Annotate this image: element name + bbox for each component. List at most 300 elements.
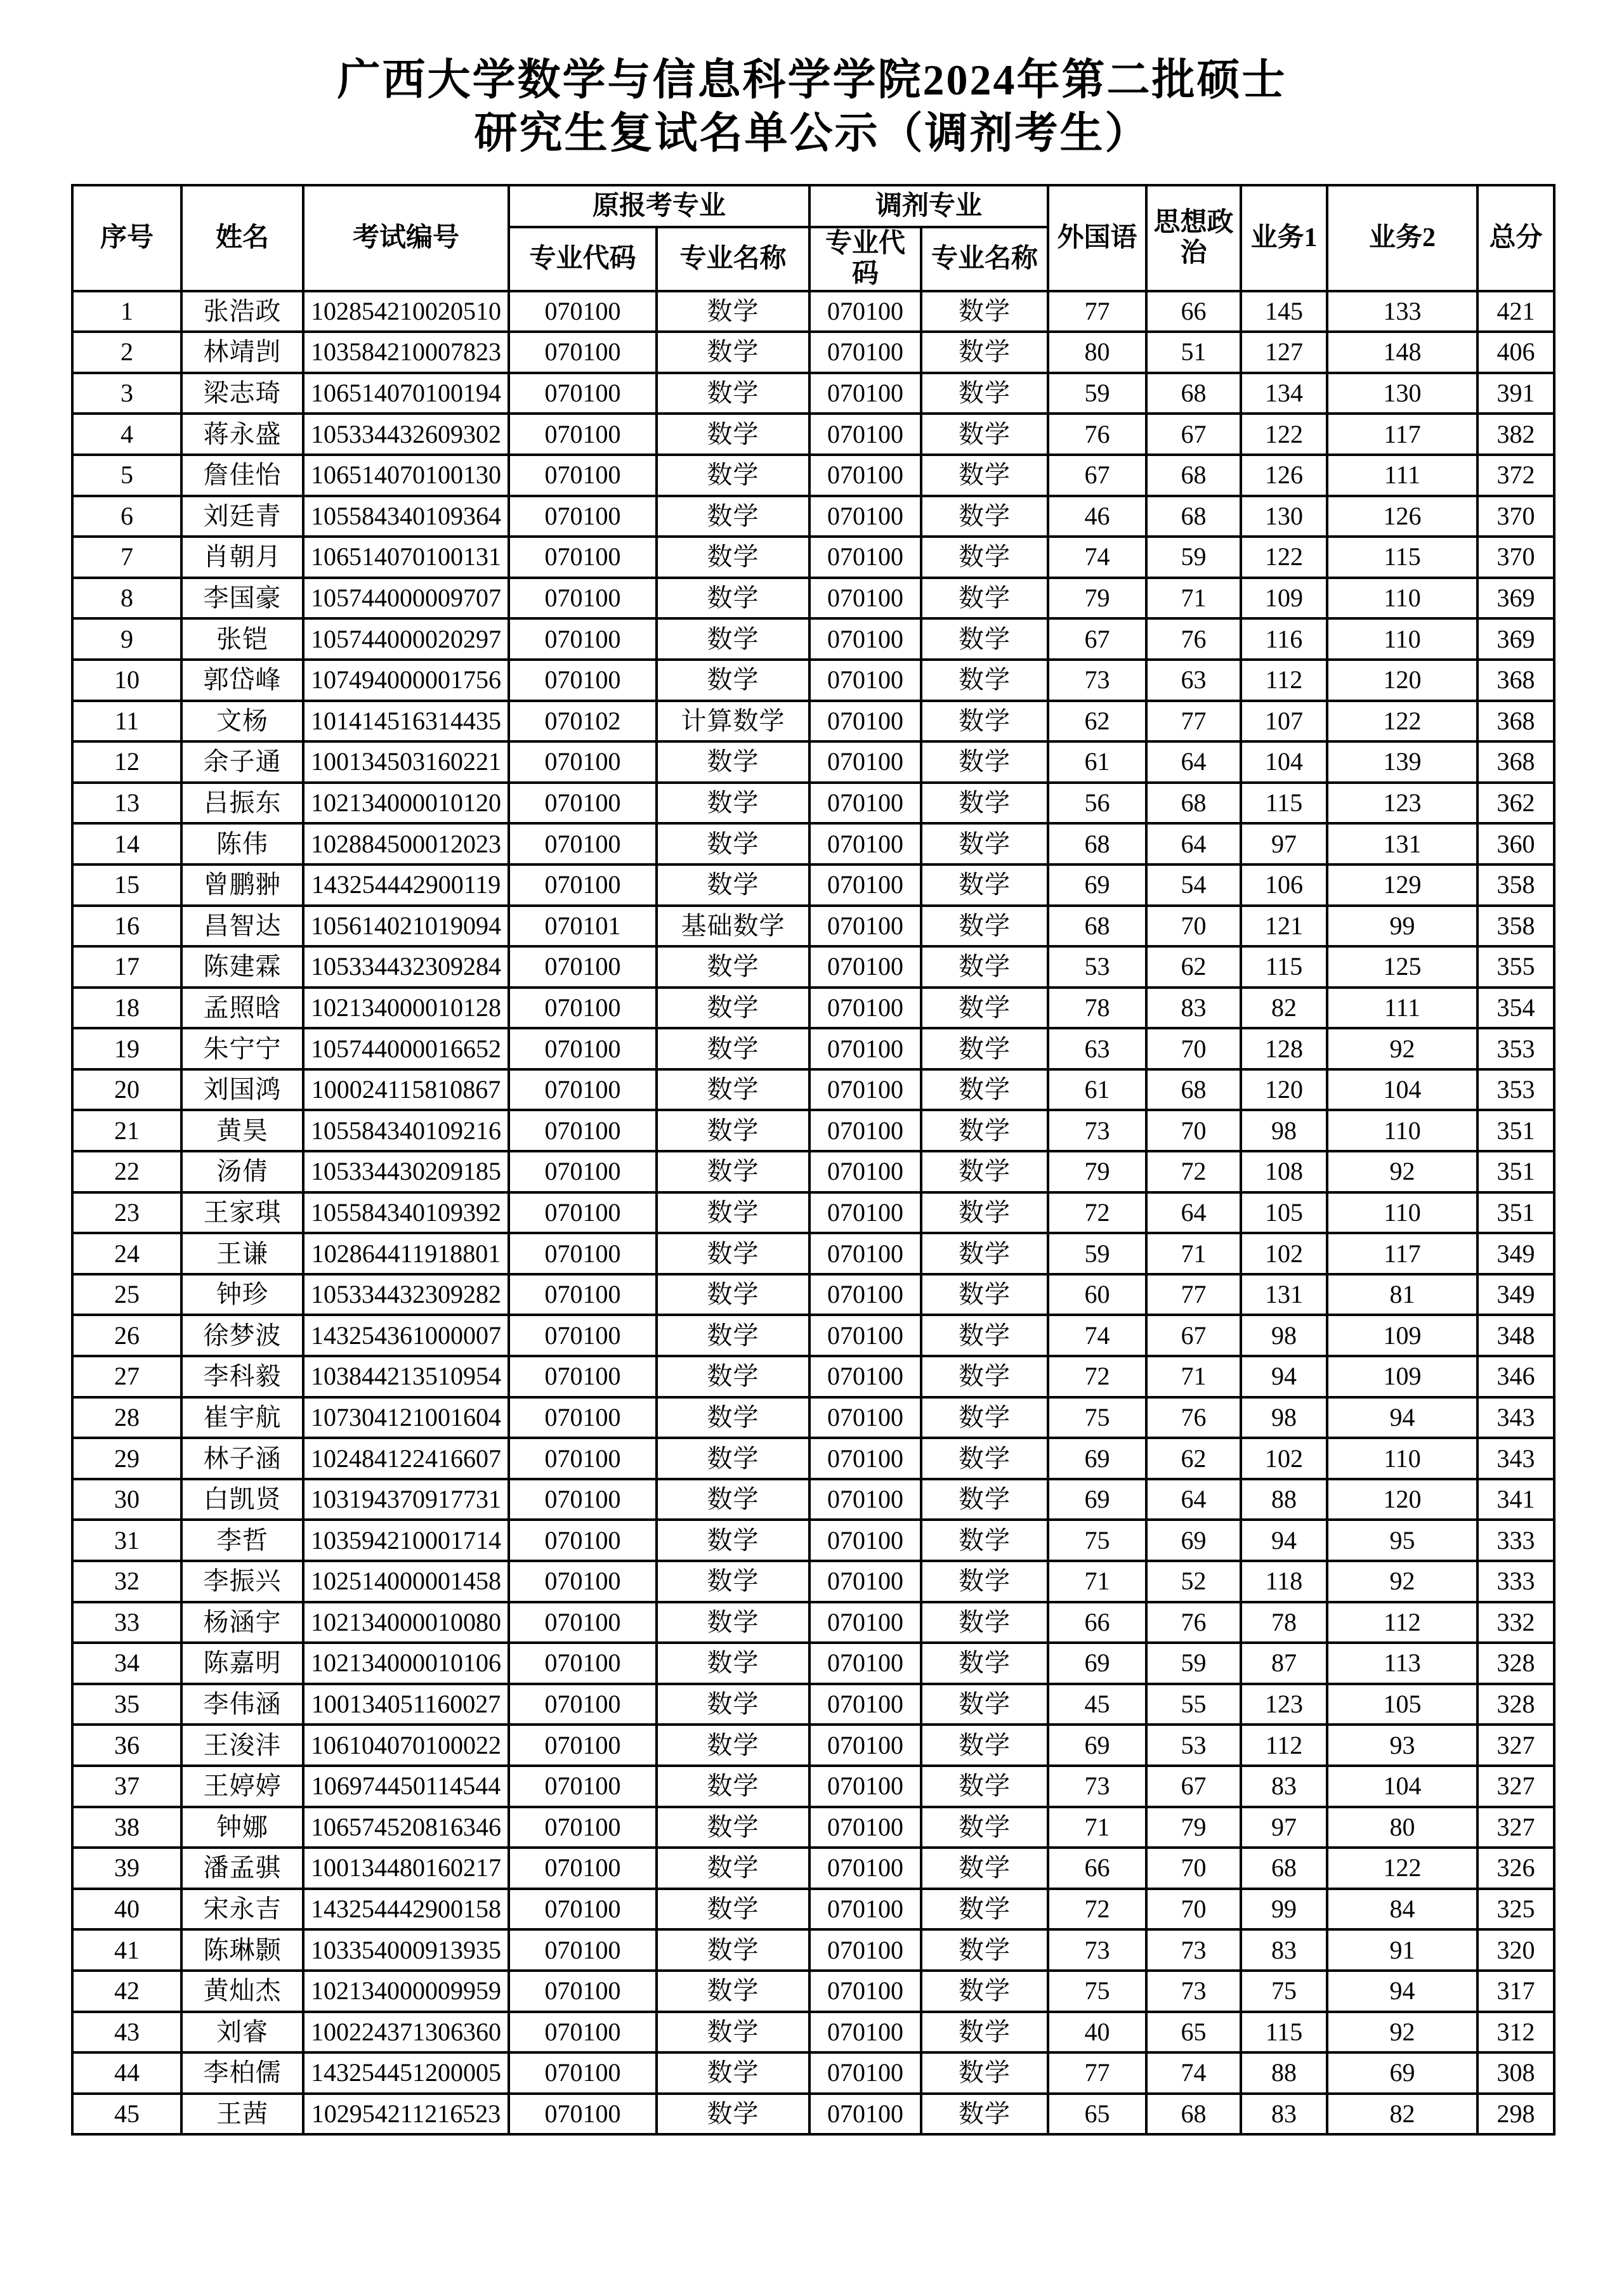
cell-no: 17 [72,946,181,988]
cell-orig_name: 数学 [657,1397,809,1438]
cell-adj_code: 070100 [809,455,921,496]
header-exam-no: 考试编号 [303,185,509,291]
cell-exam_no: 143254361000007 [303,1315,509,1356]
cell-politics: 76 [1146,1397,1241,1438]
cell-exam_no: 106514070100194 [303,373,509,414]
cell-politics: 71 [1146,578,1241,619]
cell-name: 郭岱峰 [181,660,303,701]
cell-adj_code: 070100 [809,291,921,332]
cell-business1: 97 [1241,1807,1327,1848]
cell-no: 36 [72,1725,181,1766]
cell-no: 1 [72,291,181,332]
cell-business2: 122 [1327,1848,1477,1889]
cell-foreign_lang: 69 [1048,1438,1146,1479]
cell-orig_name: 数学 [657,1971,809,2012]
cell-politics: 77 [1146,701,1241,742]
cell-exam_no: 105744000009707 [303,578,509,619]
cell-total: 369 [1477,578,1554,619]
cell-adj_code: 070100 [809,1602,921,1643]
cell-total: 349 [1477,1233,1554,1274]
cell-business1: 98 [1241,1315,1327,1356]
cell-business1: 107 [1241,701,1327,742]
cell-orig_code: 070100 [509,1069,657,1111]
cell-exam_no: 143254442900158 [303,1889,509,1930]
cell-no: 29 [72,1438,181,1479]
cell-orig_name: 计算数学 [657,701,809,742]
cell-business2: 95 [1327,1520,1477,1561]
cell-name: 李国豪 [181,578,303,619]
cell-adj_code: 070100 [809,906,921,947]
cell-name: 刘国鸿 [181,1069,303,1111]
cell-foreign_lang: 68 [1048,823,1146,864]
cell-no: 42 [72,1971,181,2012]
header-no: 序号 [72,185,181,291]
cell-foreign_lang: 61 [1048,1069,1146,1111]
cell-business1: 126 [1241,455,1327,496]
cell-orig_code: 070100 [509,1315,657,1356]
cell-no: 18 [72,988,181,1029]
cell-orig_code: 070100 [509,946,657,988]
cell-no: 9 [72,618,181,660]
cell-politics: 52 [1146,1561,1241,1602]
cell-name: 詹佳怡 [181,455,303,496]
cell-politics: 79 [1146,1807,1241,1848]
cell-no: 44 [72,2052,181,2094]
cell-foreign_lang: 75 [1048,1520,1146,1561]
cell-orig_name: 数学 [657,783,809,824]
cell-business1: 130 [1241,496,1327,537]
cell-orig_code: 070100 [509,1151,657,1192]
cell-exam_no: 102864411918801 [303,1233,509,1274]
table-row [72,1807,1554,1848]
cell-orig_code: 070100 [509,2052,657,2094]
cell-foreign_lang: 56 [1048,783,1146,824]
cell-politics: 67 [1146,1315,1241,1356]
cell-orig_name: 数学 [657,1807,809,1848]
cell-politics: 71 [1146,1233,1241,1274]
cell-orig_name: 数学 [657,414,809,455]
cell-politics: 68 [1146,373,1241,414]
cell-total: 328 [1477,1684,1554,1725]
cell-foreign_lang: 74 [1048,1315,1146,1356]
cell-adj_code: 070100 [809,946,921,988]
cell-exam_no: 102484122416607 [303,1438,509,1479]
cell-orig_name: 数学 [657,1151,809,1192]
cell-foreign_lang: 60 [1048,1274,1146,1315]
cell-business2: 110 [1327,618,1477,660]
cell-no: 34 [72,1643,181,1684]
cell-adj_name: 数学 [921,291,1048,332]
cell-business1: 106 [1241,864,1327,906]
cell-politics: 68 [1146,1069,1241,1111]
cell-business2: 82 [1327,2094,1477,2135]
cell-total: 349 [1477,1274,1554,1315]
cell-exam_no: 103194370917731 [303,1479,509,1520]
candidates-table [71,184,1555,2136]
cell-business2: 120 [1327,1479,1477,1520]
table-row [72,496,1554,537]
cell-adj_name: 数学 [921,1929,1048,1971]
cell-adj_name: 数学 [921,1274,1048,1315]
cell-orig_code: 070100 [509,332,657,373]
table-row [72,1069,1554,1111]
cell-politics: 65 [1146,2012,1241,2053]
cell-total: 368 [1477,660,1554,701]
cell-business2: 84 [1327,1889,1477,1930]
cell-no: 12 [72,741,181,783]
table-row [72,1725,1554,1766]
cell-orig_name: 数学 [657,455,809,496]
cell-politics: 72 [1146,1151,1241,1192]
cell-total: 320 [1477,1929,1554,1971]
cell-business1: 104 [1241,741,1327,783]
cell-total: 370 [1477,537,1554,578]
cell-politics: 74 [1146,2052,1241,2094]
cell-orig_code: 070100 [509,1438,657,1479]
cell-total: 341 [1477,1479,1554,1520]
cell-business2: 110 [1327,1110,1477,1151]
cell-exam_no: 143254442900119 [303,864,509,906]
cell-business1: 68 [1241,1848,1327,1889]
header-total: 总分 [1477,185,1554,291]
cell-name: 余子通 [181,741,303,783]
cell-orig_code: 070100 [509,1520,657,1561]
cell-total: 328 [1477,1643,1554,1684]
table-row [72,1151,1554,1192]
cell-name: 李科毅 [181,1356,303,1397]
cell-business1: 102 [1241,1438,1327,1479]
cell-adj_code: 070100 [809,1274,921,1315]
cell-politics: 68 [1146,783,1241,824]
cell-adj_code: 070100 [809,1929,921,1971]
cell-business1: 83 [1241,1766,1327,1807]
cell-business1: 82 [1241,988,1327,1029]
cell-adj_name: 数学 [921,578,1048,619]
cell-orig_name: 数学 [657,1315,809,1356]
cell-politics: 70 [1146,1848,1241,1889]
cell-orig_code: 070100 [509,1766,657,1807]
cell-orig_name: 数学 [657,988,809,1029]
cell-orig_code: 070100 [509,537,657,578]
cell-adj_code: 070100 [809,373,921,414]
cell-adj_code: 070100 [809,2012,921,2053]
cell-exam_no: 105584340109216 [303,1110,509,1151]
cell-orig_name: 数学 [657,741,809,783]
table-row [72,1192,1554,1234]
cell-total: 382 [1477,414,1554,455]
cell-orig_code: 070100 [509,1602,657,1643]
cell-politics: 59 [1146,537,1241,578]
cell-total: 391 [1477,373,1554,414]
table-row [72,414,1554,455]
cell-name: 肖朝月 [181,537,303,578]
cell-adj_name: 数学 [921,823,1048,864]
cell-foreign_lang: 77 [1048,291,1146,332]
cell-foreign_lang: 79 [1048,578,1146,619]
cell-adj_code: 070100 [809,1684,921,1725]
cell-foreign_lang: 69 [1048,864,1146,906]
table-row [72,701,1554,742]
cell-adj_name: 数学 [921,373,1048,414]
cell-exam_no: 105584340109392 [303,1192,509,1234]
cell-adj_name: 数学 [921,332,1048,373]
cell-orig_code: 070100 [509,1725,657,1766]
cell-orig_name: 数学 [657,1192,809,1234]
cell-exam_no: 105584340109364 [303,496,509,537]
cell-foreign_lang: 61 [1048,741,1146,783]
table-row [72,373,1554,414]
cell-exam_no: 106104070100022 [303,1725,509,1766]
cell-exam_no: 102134000010080 [303,1602,509,1643]
cell-orig_code: 070100 [509,1110,657,1151]
cell-no: 41 [72,1929,181,1971]
cell-adj_code: 070100 [809,2052,921,2094]
cell-business2: 126 [1327,496,1477,537]
cell-adj_code: 070100 [809,660,921,701]
cell-orig_name: 基础数学 [657,906,809,947]
cell-adj_name: 数学 [921,1479,1048,1520]
cell-adj_code: 070100 [809,2094,921,2135]
cell-business1: 94 [1241,1520,1327,1561]
cell-name: 张浩政 [181,291,303,332]
cell-adj_code: 070100 [809,1766,921,1807]
table-body [72,291,1554,2135]
cell-no: 22 [72,1151,181,1192]
cell-business1: 115 [1241,783,1327,824]
cell-orig_name: 数学 [657,1233,809,1274]
cell-name: 李振兴 [181,1561,303,1602]
cell-name: 刘睿 [181,2012,303,2053]
cell-total: 358 [1477,864,1554,906]
cell-orig_name: 数学 [657,1356,809,1397]
cell-name: 王浚沣 [181,1725,303,1766]
cell-business2: 80 [1327,1807,1477,1848]
cell-orig_name: 数学 [657,1766,809,1807]
cell-foreign_lang: 69 [1048,1479,1146,1520]
cell-adj_name: 数学 [921,701,1048,742]
title-line-2: 研究生复试名单公示（调剂考生） [474,109,1150,157]
cell-orig_code: 070100 [509,988,657,1029]
cell-politics: 59 [1146,1643,1241,1684]
cell-exam_no: 100024115810867 [303,1069,509,1111]
cell-orig_name: 数学 [657,332,809,373]
cell-orig_code: 070101 [509,906,657,947]
cell-politics: 66 [1146,291,1241,332]
cell-total: 327 [1477,1807,1554,1848]
cell-foreign_lang: 73 [1048,660,1146,701]
cell-name: 徐梦波 [181,1315,303,1356]
cell-business2: 94 [1327,1971,1477,2012]
cell-orig_name: 数学 [657,823,809,864]
cell-orig_name: 数学 [657,660,809,701]
cell-business1: 75 [1241,1971,1327,2012]
cell-orig_code: 070100 [509,823,657,864]
cell-adj_name: 数学 [921,1233,1048,1274]
cell-no: 7 [72,537,181,578]
cell-exam_no: 105744000020297 [303,618,509,660]
cell-total: 332 [1477,1602,1554,1643]
cell-business1: 134 [1241,373,1327,414]
cell-orig_name: 数学 [657,1274,809,1315]
table-row [72,332,1554,373]
cell-exam_no: 102854210020510 [303,291,509,332]
cell-name: 李伟涵 [181,1684,303,1725]
table-row [72,660,1554,701]
cell-business2: 92 [1327,1561,1477,1602]
cell-adj_name: 数学 [921,1397,1048,1438]
cell-exam_no: 100134503160221 [303,741,509,783]
cell-orig_name: 数学 [657,1069,809,1111]
cell-politics: 62 [1146,946,1241,988]
table-row [72,741,1554,783]
cell-exam_no: 143254451200005 [303,2052,509,2094]
cell-total: 368 [1477,701,1554,742]
title-line-1: 广西大学数学与信息科学学院2024年第二批硕士 [337,56,1287,104]
cell-business2: 148 [1327,332,1477,373]
cell-no: 20 [72,1069,181,1111]
cell-adj_code: 070100 [809,1315,921,1356]
table-row [72,783,1554,824]
cell-adj_name: 数学 [921,1684,1048,1725]
table-row [72,1315,1554,1356]
cell-adj_name: 数学 [921,618,1048,660]
cell-total: 370 [1477,496,1554,537]
cell-adj_code: 070100 [809,701,921,742]
cell-business1: 83 [1241,2094,1327,2135]
cell-adj_code: 070100 [809,1069,921,1111]
cell-business1: 88 [1241,1479,1327,1520]
table-row [72,864,1554,906]
header-adjusted-major-name: 专业名称 [921,227,1048,291]
cell-foreign_lang: 69 [1048,1725,1146,1766]
table-row [72,1274,1554,1315]
cell-politics: 63 [1146,660,1241,701]
cell-exam_no: 102134000010128 [303,988,509,1029]
cell-total: 362 [1477,783,1554,824]
cell-politics: 62 [1146,1438,1241,1479]
cell-business1: 122 [1241,537,1327,578]
cell-business1: 131 [1241,1274,1327,1315]
cell-name: 文杨 [181,701,303,742]
cell-orig_code: 070100 [509,578,657,619]
cell-exam_no: 103354000913935 [303,1929,509,1971]
header-business1: 业务1 [1241,185,1327,291]
cell-orig_code: 070100 [509,1684,657,1725]
cell-exam_no: 107304121001604 [303,1397,509,1438]
cell-orig_name: 数学 [657,618,809,660]
table-row [72,988,1554,1029]
cell-foreign_lang: 73 [1048,1766,1146,1807]
cell-adj_code: 070100 [809,823,921,864]
cell-exam_no: 102134000010120 [303,783,509,824]
cell-name: 陈建霖 [181,946,303,988]
cell-orig_name: 数学 [657,1438,809,1479]
cell-business2: 131 [1327,823,1477,864]
cell-adj_name: 数学 [921,2012,1048,2053]
cell-name: 潘孟骐 [181,1848,303,1889]
cell-adj_code: 070100 [809,1725,921,1766]
cell-foreign_lang: 79 [1048,1151,1146,1192]
table-row [72,823,1554,864]
cell-business1: 115 [1241,946,1327,988]
cell-adj_name: 数学 [921,414,1048,455]
cell-name: 王茜 [181,2094,303,2135]
cell-name: 黄灿杰 [181,1971,303,2012]
cell-orig_code: 070100 [509,1192,657,1234]
cell-exam_no: 100134051160027 [303,1684,509,1725]
cell-adj_name: 数学 [921,1069,1048,1111]
cell-business1: 105 [1241,1192,1327,1234]
cell-no: 3 [72,373,181,414]
cell-adj_name: 数学 [921,906,1048,947]
table-row [72,1479,1554,1520]
cell-adj_name: 数学 [921,1028,1048,1069]
cell-total: 372 [1477,455,1554,496]
cell-business2: 93 [1327,1725,1477,1766]
cell-business2: 110 [1327,1192,1477,1234]
cell-foreign_lang: 76 [1048,414,1146,455]
cell-orig_name: 数学 [657,946,809,988]
cell-orig_code: 070100 [509,1397,657,1438]
cell-total: 327 [1477,1725,1554,1766]
cell-foreign_lang: 59 [1048,1233,1146,1274]
cell-adj_name: 数学 [921,1438,1048,1479]
cell-adj_name: 数学 [921,1151,1048,1192]
cell-foreign_lang: 59 [1048,373,1146,414]
cell-adj_name: 数学 [921,1315,1048,1356]
cell-business1: 83 [1241,1929,1327,1971]
cell-foreign_lang: 78 [1048,988,1146,1029]
cell-adj_code: 070100 [809,578,921,619]
cell-adj_code: 070100 [809,1561,921,1602]
cell-orig_name: 数学 [657,1848,809,1889]
cell-total: 369 [1477,618,1554,660]
cell-business2: 112 [1327,1602,1477,1643]
cell-business2: 139 [1327,741,1477,783]
cell-orig_code: 070100 [509,660,657,701]
cell-no: 45 [72,2094,181,2135]
cell-business2: 92 [1327,2012,1477,2053]
cell-exam_no: 105614021019094 [303,906,509,947]
cell-politics: 83 [1146,988,1241,1029]
cell-total: 348 [1477,1315,1554,1356]
cell-exam_no: 105334432309284 [303,946,509,988]
cell-business2: 105 [1327,1684,1477,1725]
header-original-major-group: 原报考专业 [509,185,809,227]
table-row [72,2052,1554,2094]
cell-exam_no: 102134000009959 [303,1971,509,2012]
cell-business2: 92 [1327,1151,1477,1192]
cell-name: 陈伟 [181,823,303,864]
cell-business1: 109 [1241,578,1327,619]
cell-foreign_lang: 65 [1048,2094,1146,2135]
cell-exam_no: 100134480160217 [303,1848,509,1889]
cell-name: 孟照晗 [181,988,303,1029]
cell-total: 360 [1477,823,1554,864]
cell-name: 李哲 [181,1520,303,1561]
cell-foreign_lang: 73 [1048,1929,1146,1971]
cell-politics: 70 [1146,1889,1241,1930]
cell-business1: 102 [1241,1233,1327,1274]
cell-politics: 53 [1146,1725,1241,1766]
cell-foreign_lang: 40 [1048,2012,1146,2053]
cell-adj_name: 数学 [921,988,1048,1029]
cell-no: 31 [72,1520,181,1561]
cell-business2: 133 [1327,291,1477,332]
cell-business2: 69 [1327,2052,1477,2094]
cell-adj_name: 数学 [921,1807,1048,1848]
cell-no: 21 [72,1110,181,1151]
